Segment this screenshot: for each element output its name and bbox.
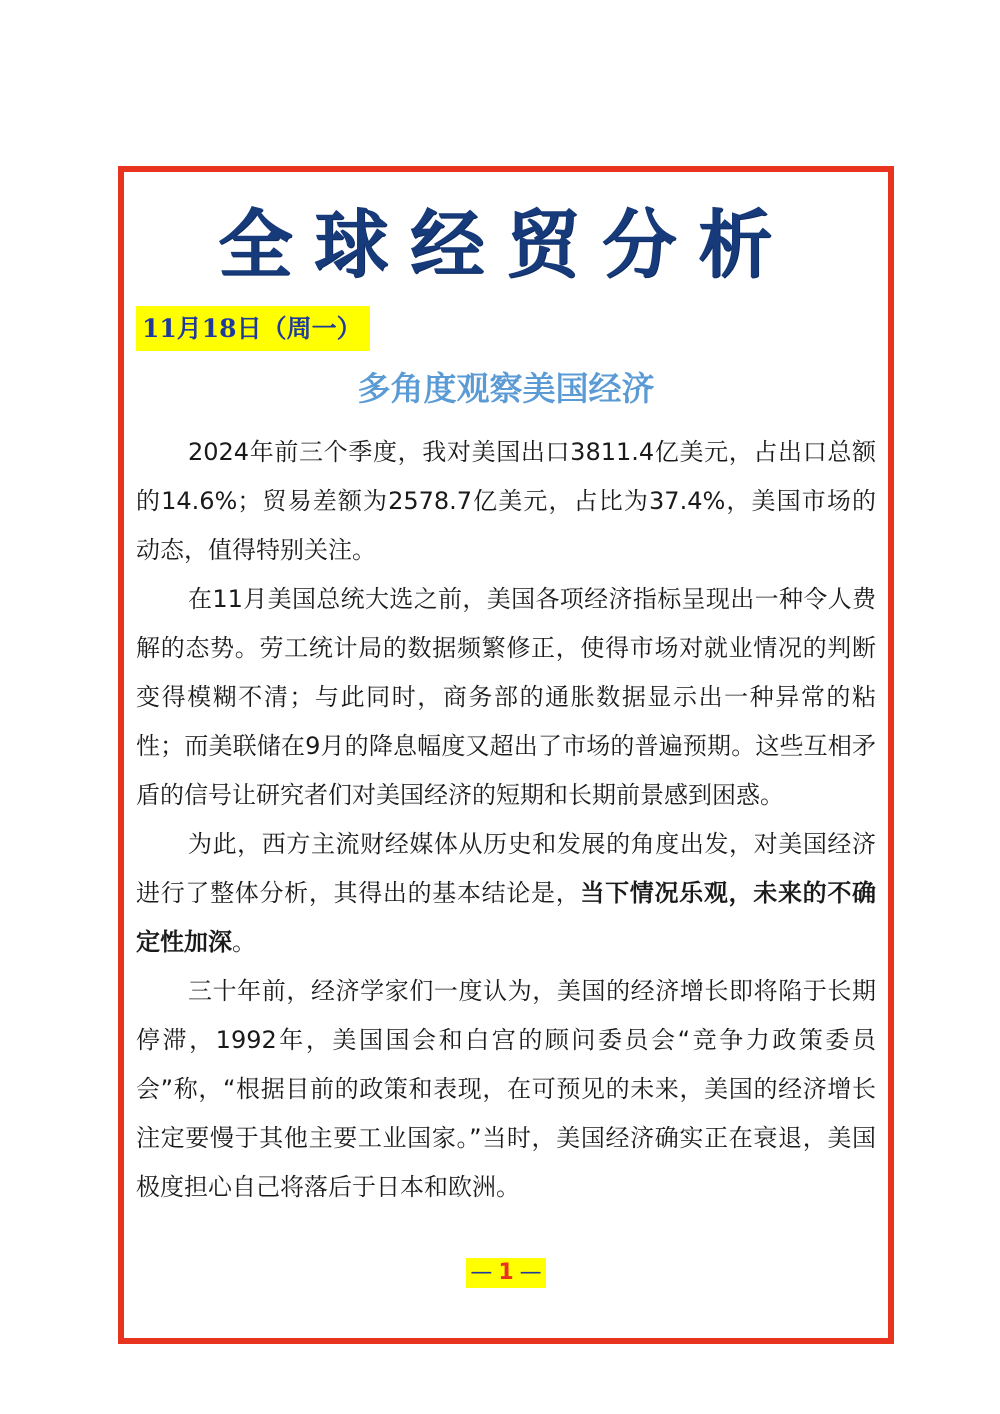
date-tag: 11月18日（周一） <box>136 306 370 351</box>
paragraph-3-emphasis: 当下情况乐观，未来的不确定性加深 <box>136 879 877 956</box>
paragraph-4: 三十年前，经济学家们一度认为，美国的经济增长即将陷于长期停滞，1992年，美国国会和白宫的顾问委员会“竞争力政策委员会”称，“根据目前的政策和表现，在可预见的未来，美国的经济增长注定要慢于其他主要工业国家。”当时，美国经济确实正在衰退，美国极度担心自己将落后于日本和欧洲。 <box>136 977 876 1201</box>
paragraph-3 <box>136 820 876 967</box>
page-frame <box>118 166 894 1344</box>
article-body <box>136 428 876 1212</box>
page-number-right-dash: — <box>519 1260 542 1285</box>
article-title: 多角度观察美国经济 <box>357 369 655 408</box>
paragraph-3-tail: 。 <box>232 928 256 956</box>
page-number-left-dash: — <box>470 1260 493 1285</box>
paragraph-1: 2024年前三个季度，我对美国出口3811.4亿美元，占出口总额的14.6%；贸易差额为2578.7亿美元，占比为37.4%，美国市场的动态，值得特别关注。 <box>136 438 876 564</box>
paragraph-2: 在11月美国总统大选之前，美国各项经济指标呈现出一种令人费解的态势。劳工统计局的数据频繁修正，使得市场对就业情况的判断变得模糊不清；与此同时，商务部的通胀数据显示出一种异常的粘性；而美联储在9月的降息幅度又超出了市场的普遍预期。这些互相矛盾的信号让研究者们对美国经济的短期和长期前景感到困惑。 <box>136 585 876 809</box>
page-number-value: 1 <box>498 1260 514 1285</box>
paragraph-3-lead: 为此，西方主流财经媒体从历史和发展的角度出发，对美国经济进行了整体分析，其得出的基本结论是， <box>136 830 876 907</box>
masthead-title: 全球经贸分析 <box>218 202 794 288</box>
page-number <box>124 1258 888 1288</box>
page-number-highlight <box>466 1258 545 1288</box>
